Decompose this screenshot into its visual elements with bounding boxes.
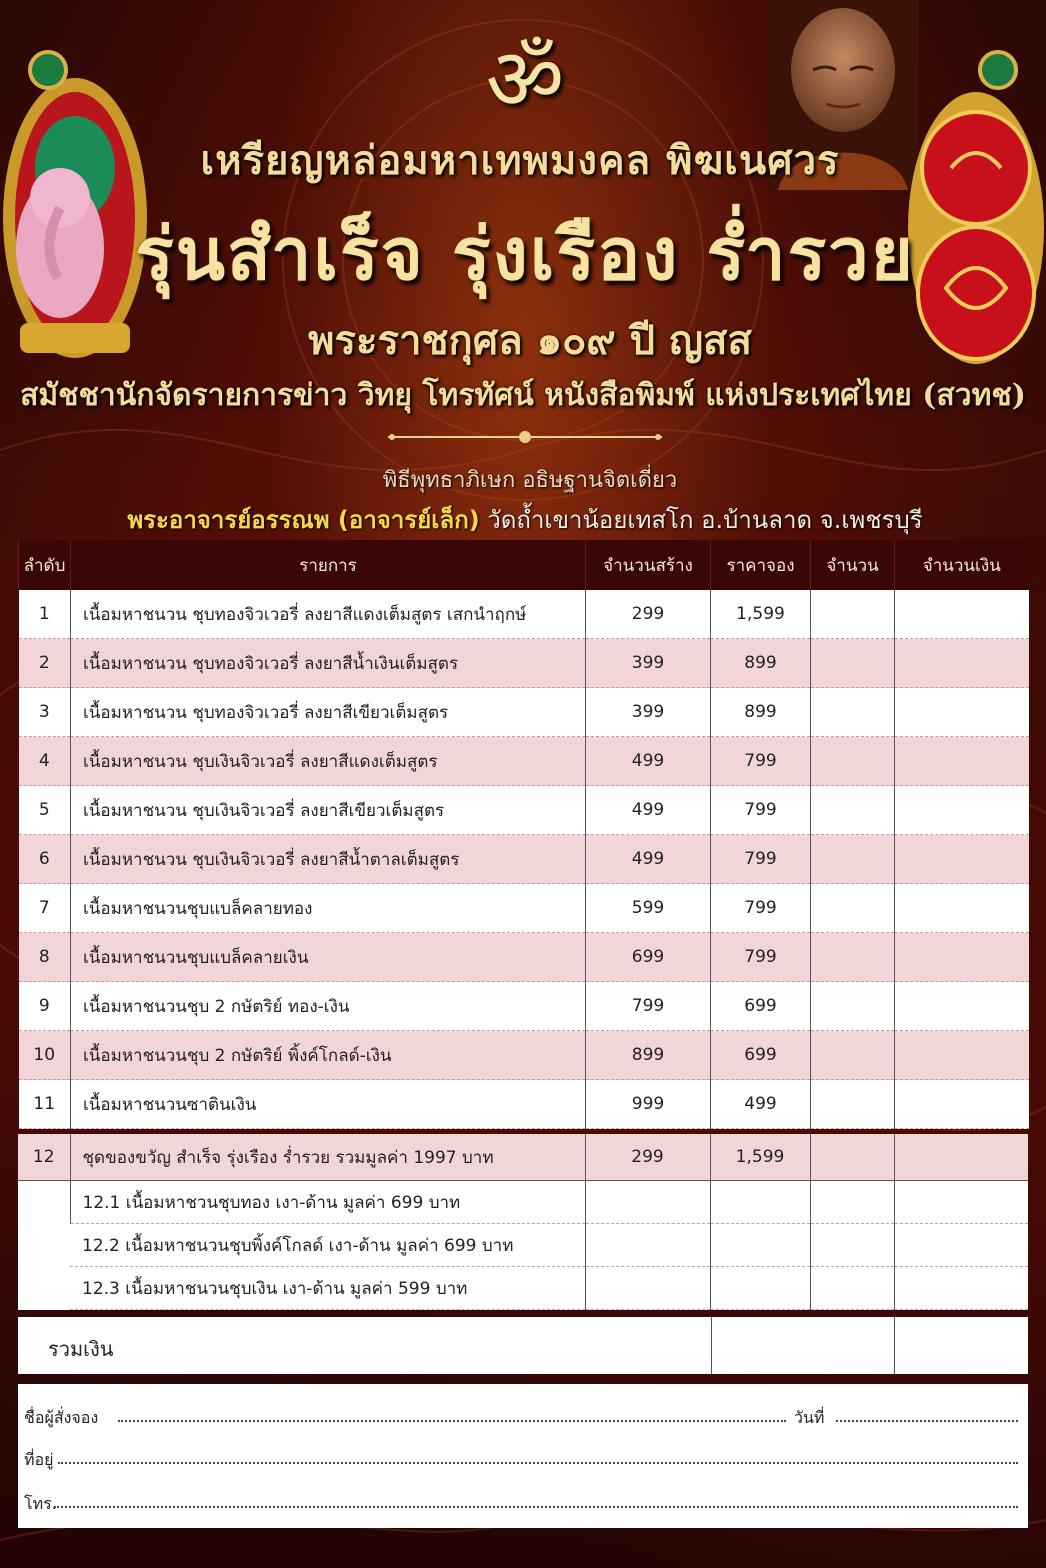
- row-item: เนื้อมหาชนวนชุบ 2 กษัตริย์ พิ้งค์โกลด์-เงิน: [71, 1031, 586, 1080]
- table-row: [19, 1031, 1029, 1080]
- row-item: เนื้อมหาชนวน ชุบทองจิวเวอรี่ ลงยาสีน้ำเงินเต็มสูตร: [71, 639, 586, 688]
- empty-cell: [710, 1181, 810, 1224]
- table-row: [19, 688, 1029, 737]
- phone-label: โทร.: [24, 1494, 57, 1513]
- empty-cell: [810, 1267, 894, 1310]
- temple-name: วัดถ้ำเขาน้อยเทสโก อ.บ้านลาด จ.เพชรบุรี: [487, 506, 923, 534]
- table-row: [19, 590, 1029, 639]
- row-amount-cell[interactable]: [811, 688, 895, 737]
- row-price: 699: [711, 1031, 811, 1080]
- row-item: เนื้อมหาชนวน ชุบทองจิวเวอรี่ ลงยาสีแดงเต็มสูตร เสกนำฤกษ์: [71, 590, 586, 639]
- empty-cell: [585, 1181, 710, 1224]
- col-header-amount: จำนวน: [811, 540, 895, 590]
- table-header-row: [19, 540, 1029, 590]
- table-row: [19, 737, 1029, 786]
- empty-cell: [894, 1181, 1028, 1224]
- row-no: 3: [19, 688, 71, 737]
- row-item: เนื้อมหาชนวน ชุบเงินจิวเวอรี่ ลงยาสีแดงเต็มสูตร: [71, 737, 586, 786]
- row-item: เนื้อมหาชนวน ชุบเงินจิวเวอรี่ ลงยาสีเขียวเต็มสูตร: [71, 786, 586, 835]
- row-price: 499: [711, 1080, 811, 1129]
- row-price: 1,599: [711, 590, 811, 639]
- set-amount-cell[interactable]: [810, 1134, 894, 1181]
- items-table: [18, 540, 1029, 1129]
- row-price: 899: [711, 688, 811, 737]
- row-price: 799: [711, 933, 811, 982]
- table-row: [19, 1080, 1029, 1129]
- row-price: 899: [711, 639, 811, 688]
- row-amount-cell[interactable]: [811, 786, 895, 835]
- col-header-no: ลำดับ: [19, 540, 71, 590]
- row-no: 1: [19, 590, 71, 639]
- row-amount-cell[interactable]: [811, 639, 895, 688]
- row-item: เนื้อมหาชนวนชุบ 2 กษัตริย์ ทอง-เงิน: [71, 982, 586, 1031]
- row-no: 8: [19, 933, 71, 982]
- table-row: [19, 835, 1029, 884]
- phone-field[interactable]: [54, 1506, 1018, 1508]
- table-row: [19, 884, 1029, 933]
- address-label: ที่อยู่: [24, 1450, 54, 1469]
- row-total-cell[interactable]: [895, 884, 1029, 933]
- empty-cell: [894, 1224, 1028, 1267]
- date-label: วันที่: [794, 1408, 825, 1427]
- empty-cell: [894, 1267, 1028, 1310]
- table-row: [18, 1134, 1028, 1181]
- empty-cell: [710, 1267, 810, 1310]
- name-field[interactable]: [118, 1420, 786, 1422]
- col-header-total: จำนวนเงิน: [895, 540, 1029, 590]
- row-total-cell[interactable]: [895, 688, 1029, 737]
- master-name: พระอาจารย์อรรณพ (อาจารย์เล็ก): [127, 506, 480, 534]
- ornament-divider: [388, 430, 662, 444]
- row-amount-cell[interactable]: [811, 982, 895, 1031]
- items-table-body: [19, 590, 1029, 1129]
- set-sub-item: 12.2 เนื้อมหาชนวนชุบพิ้งค์โกลด์ เงา-ด้าน มูลค่า 699 บาท: [70, 1224, 585, 1267]
- row-no: 4: [19, 737, 71, 786]
- set-total-cell[interactable]: [894, 1134, 1028, 1181]
- om-symbol: ॐ: [485, 30, 565, 130]
- row-amount-cell[interactable]: [811, 1080, 895, 1129]
- date-field[interactable]: [836, 1420, 1018, 1422]
- col-header-price: ราคาจอง: [711, 540, 811, 590]
- row-price: 799: [711, 835, 811, 884]
- row-total-cell[interactable]: [895, 982, 1029, 1031]
- table-row: [18, 1181, 1028, 1224]
- row-price: 799: [711, 884, 811, 933]
- address-field[interactable]: [58, 1462, 1018, 1464]
- row-qty-made: 799: [586, 982, 711, 1031]
- row-qty-made: 399: [586, 639, 711, 688]
- row-total-cell[interactable]: [895, 639, 1029, 688]
- row-amount-cell[interactable]: [811, 1031, 895, 1080]
- row-total-cell[interactable]: [895, 786, 1029, 835]
- divider: [894, 1317, 895, 1374]
- table-row: [18, 1267, 1028, 1310]
- table-row: [18, 1224, 1028, 1267]
- row-total-cell[interactable]: [895, 590, 1029, 639]
- row-total-cell[interactable]: [895, 1080, 1029, 1129]
- title-line-2: รุ่นสำเร็จ รุ่งเรือง ร่ำรวย: [135, 211, 915, 296]
- col-header-qty-made: จำนวนสร้าง: [586, 540, 711, 590]
- row-amount-cell[interactable]: [811, 835, 895, 884]
- row-no: 6: [19, 835, 71, 884]
- empty-cell: [585, 1267, 710, 1310]
- row-price: 799: [711, 737, 811, 786]
- empty-cell: [810, 1181, 894, 1224]
- row-no: 9: [19, 982, 71, 1031]
- row-item: เนื้อมหาชนวนชุบแบล็คลายเงิน: [71, 933, 586, 982]
- ceremony-text: พิธีพุทธาภิเษก อธิษฐานจิตเดี่ยว: [382, 468, 678, 493]
- total-row: [18, 1317, 1028, 1374]
- set-sub-item: 12.1 เนื้อมหาชวนชุบทอง เงา-ด้าน มูลค่า 699 บาท: [70, 1181, 585, 1224]
- row-amount-cell[interactable]: [811, 590, 895, 639]
- row-qty-made: 599: [586, 884, 711, 933]
- row-item: เนื้อมหาชนวน ชุบเงินจิวเวอรี่ ลงยาสีน้ำตาลเต็มสูตร: [71, 835, 586, 884]
- set-qty-made: 299: [585, 1134, 710, 1181]
- row-qty-made: 399: [586, 688, 711, 737]
- title-line-1: เหรียญหล่อมหาเทพมงคล พิฆเนศวร: [200, 137, 840, 184]
- set-price: 1,599: [710, 1134, 810, 1181]
- row-no: 2: [19, 639, 71, 688]
- order-details-form: [18, 1384, 1028, 1528]
- table-row: [19, 786, 1029, 835]
- row-total-cell[interactable]: [895, 737, 1029, 786]
- row-amount-cell[interactable]: [811, 933, 895, 982]
- table-row: [19, 639, 1029, 688]
- row-total-cell[interactable]: [895, 835, 1029, 884]
- master-line: [60, 500, 990, 539]
- row-price: 699: [711, 982, 811, 1031]
- table-row: [19, 982, 1029, 1031]
- row-qty-made: 299: [586, 590, 711, 639]
- organizer-line: สมัชชานักจัดรายการข่าว วิทยุ โทรทัศน์ หนังสือพิมพ์ แห่งประเทศไทย (สวทช): [20, 378, 1026, 413]
- set-no: 12: [18, 1134, 70, 1181]
- row-item: เนื้อมหาชนวนซาตินเงิน: [71, 1080, 586, 1129]
- row-qty-made: 499: [586, 835, 711, 884]
- empty-cell: [585, 1224, 710, 1267]
- row-qty-made: 999: [586, 1080, 711, 1129]
- row-total-cell[interactable]: [895, 933, 1029, 982]
- set-sub-item: 12.3 เนื้อมหาชนวนชุบเงิน เงา-ด้าน มูลค่า 599 บาท: [70, 1267, 585, 1310]
- row-item: เนื้อมหาชนวน ชุบทองจิวเวอรี่ ลงยาสีเขียวเต็มสูตร: [71, 688, 586, 737]
- row-price: 799: [711, 786, 811, 835]
- row-no: 11: [19, 1080, 71, 1129]
- row-qty-made: 499: [586, 737, 711, 786]
- name-label: ชื่อผู้สั่งจอง: [24, 1408, 99, 1427]
- row-amount-cell[interactable]: [811, 884, 895, 933]
- row-no: 7: [19, 884, 71, 933]
- poster-header: [0, 0, 1046, 535]
- row-amount-cell[interactable]: [811, 737, 895, 786]
- total-label: รวมเงิน: [48, 1337, 114, 1361]
- divider: [711, 1317, 712, 1374]
- row-no: 5: [19, 786, 71, 835]
- set-item: ชุดของขวัญ สำเร็จ รุ่งเรือง ร่ำรวย รวมมูลค่า 1997 บาท: [70, 1134, 585, 1181]
- empty-cell: [810, 1224, 894, 1267]
- table-row: [19, 933, 1029, 982]
- col-header-item: รายการ: [71, 540, 586, 590]
- row-qty-made: 499: [586, 786, 711, 835]
- row-qty-made: 899: [586, 1031, 711, 1080]
- empty-cell: [710, 1224, 810, 1267]
- gift-set-table: [18, 1134, 1028, 1310]
- set-no-spacer: [18, 1181, 70, 1310]
- row-item: เนื้อมหาชนวนชุบแบล็คลายทอง: [71, 884, 586, 933]
- row-no: 10: [19, 1031, 71, 1080]
- row-qty-made: 699: [586, 933, 711, 982]
- row-total-cell[interactable]: [895, 1031, 1029, 1080]
- title-line-3: พระราชกุศล ๑๐๙ ปี ญสส: [308, 317, 752, 364]
